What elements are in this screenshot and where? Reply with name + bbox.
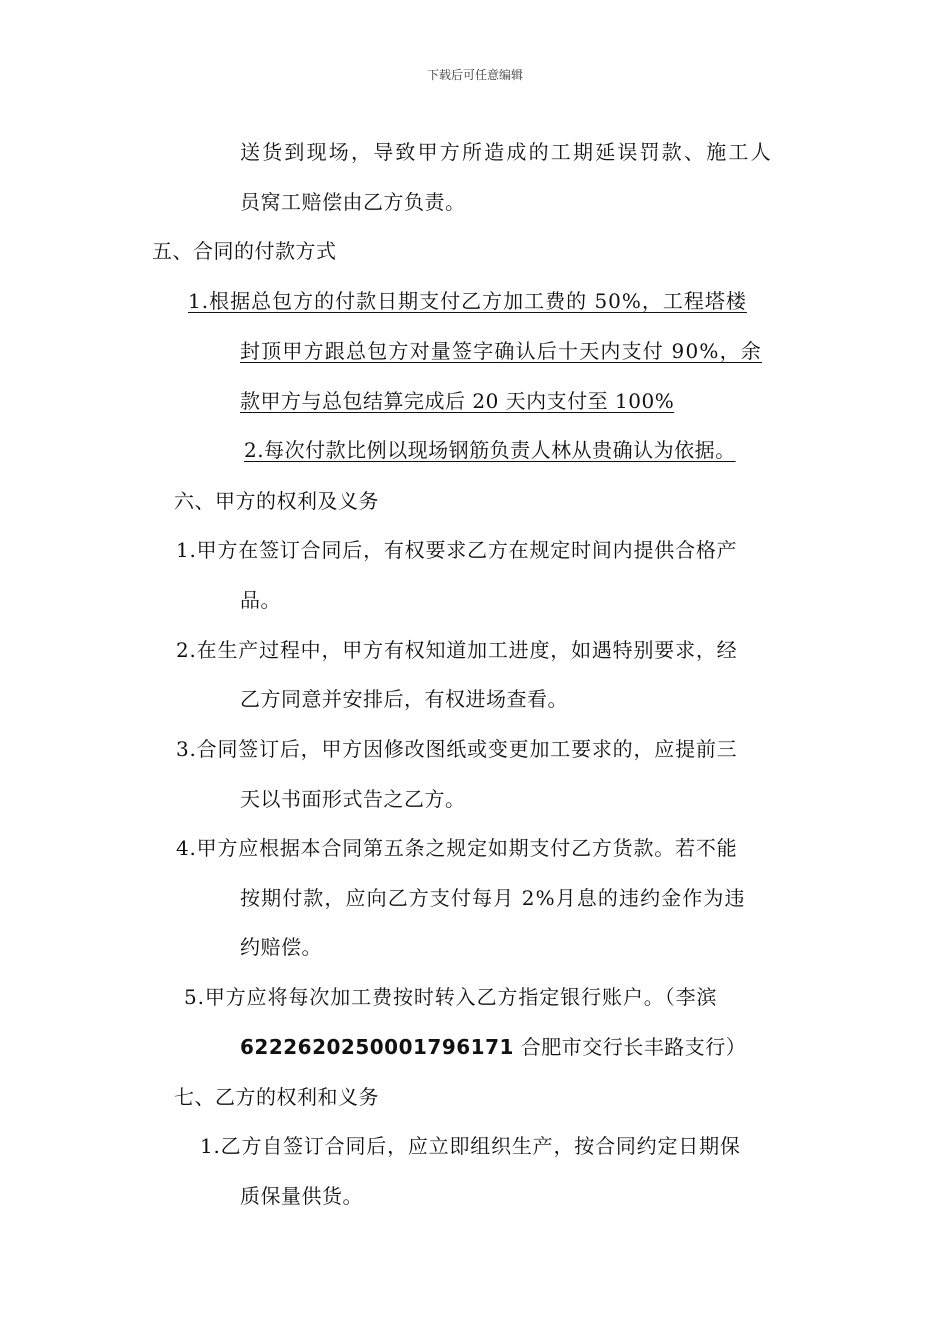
page-header: 下载后可任意编辑 [426,68,523,82]
party-a-clause-5: 5.甲方应将每次加工费按时转入乙方指定银行账户。（李滨 [184,985,718,1009]
section-heading-7: 七、乙方的权利和义务 [174,1085,379,1109]
section-heading-6: 六、甲方的权利及义务 [174,489,379,513]
party-a-clause-3: 天以书面形式告之乙方。 [240,787,466,811]
section-heading-5: 五、合同的付款方式 [152,239,337,263]
party-a-clause-1: 1.甲方在签订合同后，有权要求乙方在规定时间内提供合格产 [176,538,738,562]
party-a-clause-4: 约赔偿。 [240,935,322,959]
payment-clause-1-line: 封顶甲方跟总包方对量签字确认后十天内支付 90%，余 [240,339,763,363]
paragraph-line: 员窝工赔偿由乙方负责。 [240,190,466,214]
party-a-clause-3: 3.合同签订后，甲方因修改图纸或变更加工要求的，应提前三 [176,737,738,761]
party-b-clause-1: 质保量供货。 [240,1184,363,1208]
bank-account-number: 6222620250001796171 [240,1035,514,1059]
party-a-clause-2: 乙方同意并安排后，有权进场查看。 [240,687,568,711]
party-a-clause-2: 2.在生产过程中，甲方有权知道加工进度，如遇特别要求，经 [176,638,738,662]
party-a-clause-1: 品。 [240,588,281,612]
party-a-clause-5 [240,1032,746,1062]
payment-clause-1-line: 款甲方与总包结算完成后 20 天内支付至 100% [240,389,675,413]
party-a-clause-4: 按期付款，应向乙方支付每月 2%月息的违约金作为违 [240,886,746,910]
paragraph-line: 送货到现场，导致甲方所造成的工期延误罚款、施工人 [240,140,773,164]
bank-branch-text: 合肥市交行长丰路支行） [520,1035,747,1059]
payment-clause-1-line: 1.根据总包方的付款日期支付乙方加工费的 50%，工程塔楼 [188,289,747,313]
payment-clause-2: 2.每次付款比例以现场钢筋负责人林从贵确认为依据。 [244,438,736,462]
party-b-clause-1: 1.乙方自签订合同后，应立即组织生产，按合同约定日期保 [200,1134,741,1158]
party-a-clause-4: 4.甲方应根据本合同第五条之规定如期支付乙方货款。若不能 [176,836,738,860]
